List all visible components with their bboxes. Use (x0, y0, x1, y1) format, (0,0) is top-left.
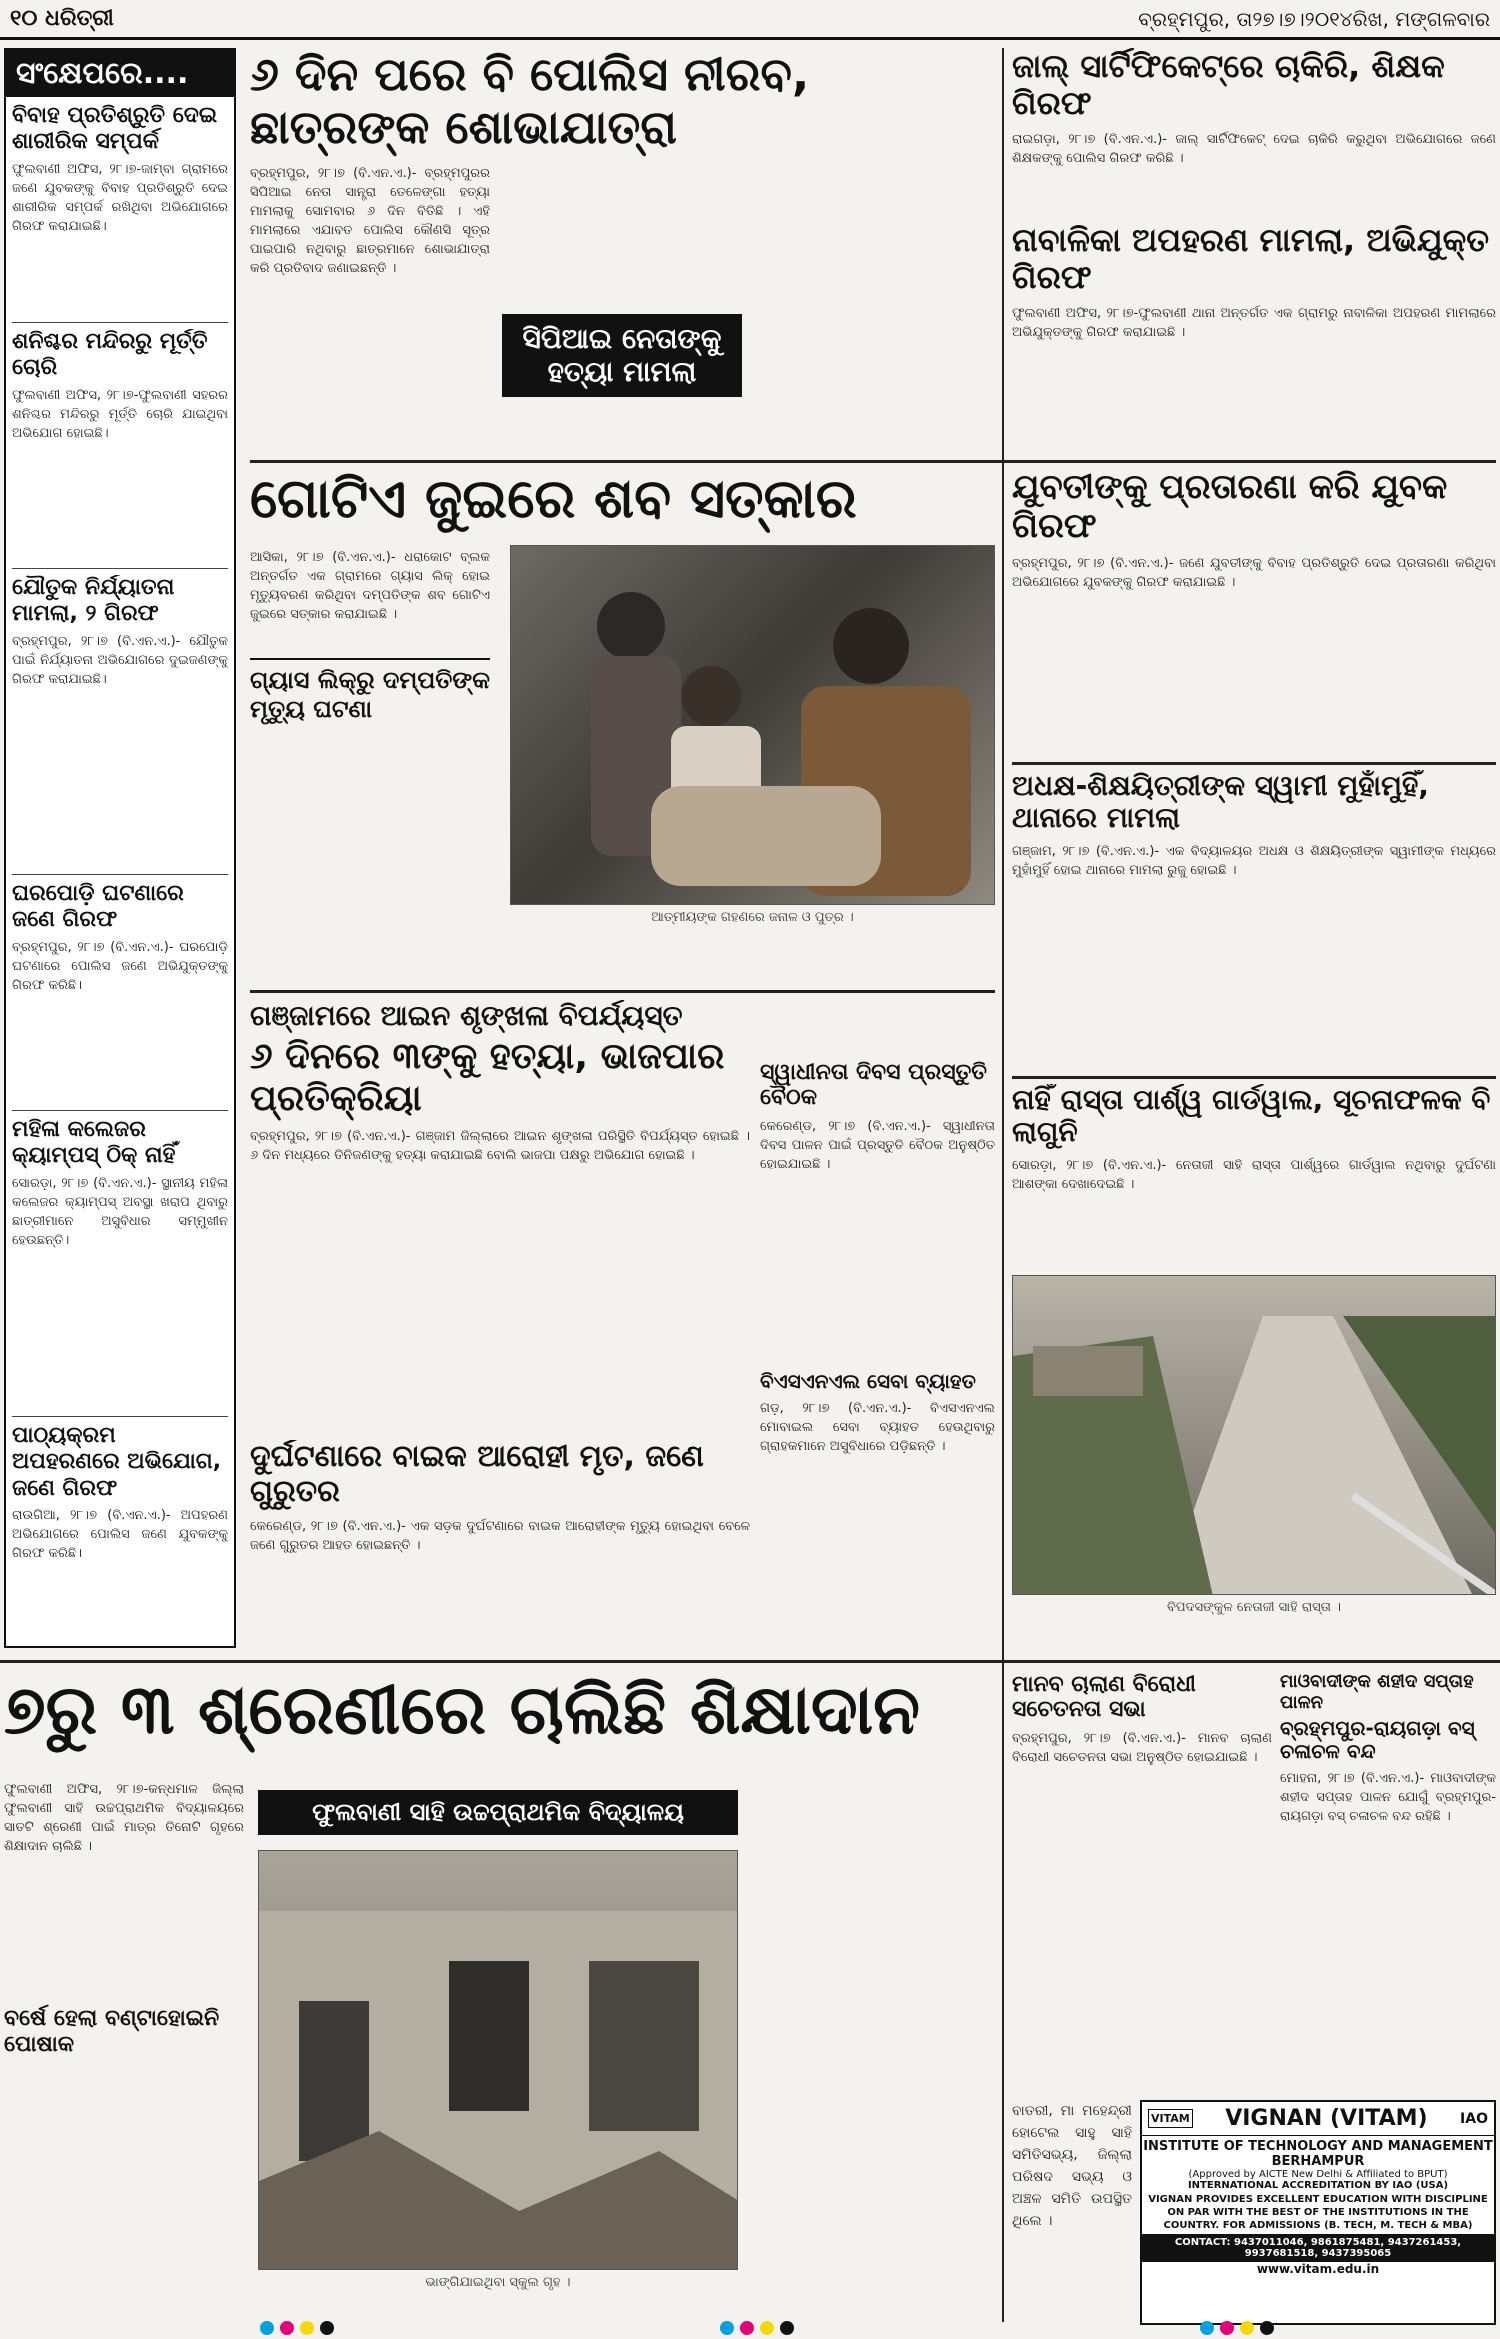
story-violence (250, 1000, 750, 1330)
story-cert-text: ରାଇଗଡ଼ା, ୨୮।୭ (ବି.ଏନ.ଏ.)- ଜାଲ୍ ସାର୍ଟିଫିକେଟ୍ ଦେଇ ଚାକିରି କରୁଥିବା ଅଭିଯୋଗରେ ଜଣେ ଶିକ୍ଷକଙ୍କୁ ପୋଲିସ ଗିରଫ କରିଛି । (1012, 131, 1496, 166)
cremation-photo-figures (511, 546, 995, 905)
registration-mark (320, 2321, 334, 2335)
story-school-body (4, 1780, 244, 2320)
story-school-text: ଫୁଲବାଣୀ ଅଫିସ, ୨୮।୭-କନ୍ଧମାଳ ଜିଲ୍ଲା ଫୁଲବାଣୀ ସାହି ଉଚ୍ଚପ୍ରାଥମିକ ବିଦ୍ୟାଳୟରେ ସାତଟି ଶ୍ରେଣୀ ପାଇଁ ମାତ୍ର ତିନୋଟି ଗୃହରେ ଶିକ୍ଷାଦାନ ଚାଲିଛି । (4, 1782, 244, 1854)
registration-mark (720, 2321, 734, 2335)
headline-cheat: ଯୁବତୀଙ୍କୁ ପ୍ରତାରଣା କରି ଯୁବକ ଗିରଫ (1012, 468, 1448, 547)
story-bsnl-text: ଗଡ଼, ୨୮।୭ (ବି.ଏନ.ଏ.)- ବିଏସଏନଏଲ ମୋବାଇଲ ସେବା ବ୍ୟାହତ ହେଉଥିବାରୁ ଗ୍ରାହକମାନେ ଅସୁବିଧାରେ ପଡ଼ିଛନ୍ତି । (760, 1401, 995, 1454)
sub-headline-uniform: ବର୍ଷେ ହେଲା ବଣ୍ଟାହୋଇନି ପୋଷାକ (4, 2006, 220, 2058)
story-maoist-text: ମୋହନା, ୨୮।୭ (ବି.ଏନ.ଏ.)- ମାଓବାଦୀଙ୍କ ଶହୀଦ ସପ୍ତାହ ପାଳନ ଯୋଗୁଁ ବ୍ରହ୍ମପୁର-ରାୟଗଡ଼ା ବସ୍ ଚଳାଚଳ ବନ୍ଦ ରହିଛି । (1280, 1771, 1496, 1825)
story-cremation-text: ଆସିକା, ୨୮।୭ (ବି.ଏନ.ଏ.)- ଧରାକୋଟ ବ୍ଲକ ଅନ୍ତର୍ଗତ ଏକ ଗ୍ରାମରେ ଗ୍ୟାସ ଲିକ୍ ହୋଇ ମୃତ୍ୟୁବରଣ କରିଥିବା ଦମ୍ପତିଙ୍କ ଶବ ଗୋଟିଏ ଜୁଇରେ ସତ୍କାର କରାଯାଇଛି । (250, 550, 490, 622)
headline-maoist: ବ୍ରହ୍ମପୁର-ରାୟଗଡ଼ା ବସ୍ ଚଳାଚଳ ବନ୍ଦ (1280, 1716, 1475, 1764)
school-photo-building (259, 1851, 738, 2270)
sidebar-item (12, 575, 228, 875)
sidebar-item (12, 329, 228, 569)
headline-school: ୭ରୁ ୩ ଶ୍ରେଣୀରେ ଚାଲିଛି ଶିକ୍ଷାଦାନ (4, 1672, 921, 1750)
registration-mark (260, 2321, 274, 2335)
ad-city: BERHAMPUR (1271, 2154, 1365, 2169)
story-trafficking (1012, 1672, 1272, 2172)
story-accident-text: କେରେଣ୍ଡ, ୨୮।୭ (ବି.ଏନ.ଏ.)- ଏକ ସଡ଼କ ଦୁର୍ଘଟଣାରେ ବାଇକ ଆରୋହୀଙ୍କ ମୃତ୍ୟୁ ହୋଇଥିବା ବେଳେ ଜଣେ ଗୁରୁତର ଆହତ ହୋଇଛନ୍ତି । (250, 1519, 750, 1553)
sidebar-item-headline: ବିବାହ ପ୍ରତିଶ୍ରୁତି ଦେଇ ଶାରୀରିକ ସମ୍ପର୍କ (12, 103, 218, 155)
story-independence (760, 1060, 995, 1360)
story-maoist (1280, 1672, 1496, 2172)
story-cremation-text-cont (510, 935, 995, 985)
ad-brand: VIGNAN (VITAM) (1225, 2106, 1428, 2131)
road-photo-scene (1013, 1276, 1496, 1595)
ad-approval: (Approved by AICTE New Delhi & Affiliated to BPUT) (1188, 2169, 1448, 2180)
sidebar-item-text: ସୋରଡ଼ା, ୨୮।୭ (ବି.ଏନ.ଏ.)- ସ୍ଥାନୀୟ ମହିଳା କଲେଜର କ୍ୟାମ୍ପସ୍ ଅବସ୍ଥା ଖରାପ ଥିବାରୁ ଛାତ୍ରୀମାନେ ଅସୁବିଧାର ସମ୍ମୁଖୀନ ହେଉଛନ୍ତି। (12, 1175, 228, 1248)
headline-accident: ଦୁର୍ଘଟଣାରେ ବାଇକ ଆରୋହୀ ମୃତ, ଜଣେ ଗୁରୁତର (250, 1440, 704, 1509)
story-violence-text: ବ୍ରହ୍ମପୁର, ୨୮।୭ (ବି.ଏନ.ଏ.)- ଗଞ୍ଜାମ ଜିଲ୍ଲାରେ ଆଇନ ଶୃଙ୍ଖଳା ପରିସ୍ଥିତି ବିପର୍ଯ୍ୟସ୍ତ ହୋଇଛି । ୬ ଦିନ ମଧ୍ୟରେ ତିନିଜଣଙ୍କୁ ହତ୍ୟା କରାଯାଇଛି ବୋଲି ଭାଜପା ପକ୍ଷରୁ ଅଭିଯୋଗ ହୋଇଛି । (250, 1128, 750, 1163)
sidebar-item-text: ରାଉଗିଆ, ୨୮।୭ (ବି.ଏନ.ଏ.)- ଅପହରଣ ଅଭିଯୋଗରେ ପୋଲିସ ଜଣେ ଯୁବକଙ୍କୁ ଗିରଫ କରିଛି। (12, 1508, 228, 1562)
headline-bsnl: ବିଏସଏନଏଲ ସେବା ବ୍ୟାହତ (760, 1370, 976, 1393)
road-photo (1012, 1275, 1496, 1595)
story-cert (1012, 48, 1496, 218)
iao-logo: IAO (1460, 2110, 1488, 2127)
story-principal-text: ଗଞ୍ଜାମ, ୨୮।୭ (ବି.ଏନ.ଏ.)- ଏକ ବିଦ୍ୟାଳୟର ଅଧକ୍ଷ ଓ ଶିକ୍ଷୟିତ୍ରୀଙ୍କ ସ୍ୱାମୀଙ୍କ ମଧ୍ୟରେ ମୁହାଁମୁହିଁ ହୋଇ ଥାନାରେ ମାମଲା ରୁଜୁ ହୋଇଛି । (1012, 844, 1496, 879)
headline-police: ୬ ଦିନ ପରେ ବି ପୋଲିସ ନୀରବ, ଛାତ୍ରଙ୍କ ଶୋଭାଯାତ୍ରା (250, 48, 810, 154)
ad-website[interactable]: www.vitam.edu.in (1256, 2262, 1380, 2276)
ad-institute: INSTITUTE OF TECHNOLOGY AND MANAGEMENT (1143, 2139, 1493, 2154)
cremation-photo (510, 545, 995, 905)
headline-cremation: ଗୋଟିଏ ଜୁଇରେ ଶବ ସତ୍କାର (250, 468, 857, 530)
headline-minor: ନାବାଳିକା ଅପହରଣ ମାମଲା, ଅଭିଯୁକ୍ତ ଗିରଫ (1012, 222, 1490, 296)
headline-principal: ଅଧକ୍ଷ-ଶିକ୍ଷୟିତ୍ରୀଙ୍କ ସ୍ୱାମୀ ମୁହାଁମୁହିଁ, ଥାନାରେ ମାମଲା (1012, 770, 1429, 835)
sidebar-title: ସଂକ୍ଷେପରେ.... (6, 50, 234, 97)
headline-maoist-top: ମାଓବାଦୀଙ୍କ ଶହୀଦ ସପ୍ତାହ ପାଳନ (1280, 1672, 1474, 1713)
road-photo-caption: ବିପଦସଙ୍କୁଳ ନେତାଜୀ ସାହି ରାସ୍ତା । (1167, 1600, 1341, 1615)
story-principal (1012, 770, 1496, 1070)
registration-mark (740, 2321, 754, 2335)
registration-mark (1240, 2321, 1254, 2335)
registration-mark (1220, 2321, 1234, 2335)
headline-cert: ଜାଲ୍ ସାର୍ଟିଫିକେଟ୍‌ରେ ଚାକିରି, ଶିକ୍ଷକ ଗିରଫ (1012, 48, 1445, 122)
story-road-text: ସୋରଡ଼ା, ୨୮।୭ (ବି.ଏନ.ଏ.)- ନେତାଜୀ ସାହି ରାସ୍ତା ପାର୍ଶ୍ୱରେ ଗାର୍ଡୱାଲ ନଥିବାରୁ ଦୁର୍ଘଟଣା ଆଶଙ୍କା ଦେଖାଦେଇଛି । (1012, 1158, 1496, 1193)
story-school (4, 1672, 994, 1772)
story-independence-text: କେରେଣ୍ଡ, ୨୮।୭ (ବି.ଏନ.ଏ.)- ସ୍ୱାଧୀନତା ଦିବସ ପାଳନ ପାଇଁ ପ୍ରସ୍ତୁତି ବୈଠକ ଅନୁଷ୍ଠିତ ହୋଇଯାଇଛି । (760, 1118, 995, 1172)
registration-mark (1200, 2321, 1214, 2335)
sidebar-item (12, 103, 228, 323)
sidebar-item-headline: ପାଠ୍ୟକ୍ରମ ଅପହରଣରେ ଅଭିଯୋଗ, ଜଣେ ଗିରଫ (12, 1423, 222, 1501)
cremation-photo-caption: ଆତ୍ମୀୟଙ୍କ ଗହଣରେ ଜନାଳ ଓ ପୁତ୍ର । (651, 910, 854, 925)
sidebar-item-headline: ମହିଳା କଲେଜର କ୍ୟାମ୍ପସ୍ ଠିକ୍ ନାହିଁ (12, 1117, 176, 1169)
ad-contact: CONTACT: 9437011046, 9861875481, 9437261453, 9937681518, 9437395065 (1142, 2234, 1494, 2262)
registration-mark (280, 2321, 294, 2335)
story-cheat (1012, 468, 1496, 758)
story-police-text-cont (754, 164, 994, 397)
story-police (250, 48, 995, 468)
sub-headline-school: ଫୁଲବାଣୀ ସାହି ଉଚ୍ଚପ୍ରାଥମିକ ବିଦ୍ୟାଳୟ (258, 1790, 738, 1835)
sidebar-item-text: ବ୍ରହ୍ମପୁର, ୨୮।୭ (ବି.ଏନ.ଏ.)- ଯୌତୁକ ପାଇଁ ନିର୍ଯ୍ୟାତନା ଅଭିଯୋଗରେ ଦୁଇଜଣଙ୍କୁ ଗିରଫ କରାଯାଇଛି। (12, 633, 228, 687)
obituary-text: ବାତରୀ, ମା ମହେନ୍ଦ୍ରୀ ହୋଟେଲ ସାହୁ ସାହି ସମିତିସଭ୍ୟ, ଜିଲ୍ଲା ପରିଷଦ ସଭ୍ୟ ଓ ଅଞ୍ଚଳ ସମିତି ଉପସ୍ଥିତ ଥିଲେ । (1012, 2103, 1132, 2229)
story-police-text: ବ୍ରହ୍ମପୁର, ୨୮।୭ (ବି.ଏନ.ଏ.)- ବ୍ରହ୍ମପୁରର ସିପିଆଇ ନେତା ସାନ୍ତ୍ରା ତେଳେଙ୍ଗା ହତ୍ୟା ମାମଲାକୁ ସୋମବାର ୬ ଦିନ ବିତିଛି । ଏହି ମାମଲାରେ ଏଯାବତ ପୋଲିସ କୌଣସି ସୂତ୍ର ପାଇପାରି ନଥିବାରୁ ଛାତ୍ରମାନେ ଶୋଭାଯାତ୍ରା କରି ପ୍ରତିବାଦ ଜଣାଇଛନ୍ତି । (250, 165, 490, 276)
school-photo (258, 1850, 738, 2270)
dateline: ବ୍ରହ୍ମପୁର, ତା୨୭।୭।୨୦୧୪ରିଖ, ମଙ୍ଗଳବାର (1138, 6, 1490, 31)
sub-headline-cpi: ସିପିଆଇ ନେତାଙ୍କୁ ହତ୍ୟା ମାମଲା (502, 314, 742, 397)
sidebar-item (12, 1117, 228, 1417)
school-photo-caption: ଭାଙ୍ଗିଯାଇଥିବା ସ୍କୁଲ ଗୃହ । (425, 2275, 571, 2290)
registration-mark (300, 2321, 314, 2335)
ad-accreditation: INTERNATIONAL ACCREDITATION BY IAO (USA) (1187, 2180, 1449, 2191)
story-accident (250, 1440, 750, 1650)
registration-mark (760, 2321, 774, 2335)
ad-tagline: VIGNAN PROVIDES EXCELLENT EDUCATION WITH DISCIPLINE ON PAR WITH THE BEST OF THE INSTITUTIONS IN THE COUNTRY. FOR ADMISSIONS (B. TECH, M. TECH & MBA) (1148, 2194, 1488, 2231)
story-minor (1012, 222, 1496, 452)
sidebar (4, 48, 236, 1648)
registration-mark (780, 2321, 794, 2335)
story-road (1012, 1084, 1496, 1274)
headline-road: ନାହିଁ ରାସ୍ତା ପାର୍ଶ୍ୱ ଗାର୍ଡୱାଲ, ସୂଚନାଫଳକ ବି ଲାଗୁନି (1012, 1084, 1491, 1149)
sidebar-item-headline: ଘରପୋଡ଼ି ଘଟଣାରେ ଜଣେ ଗିରଫ (12, 881, 184, 933)
story-minor-text: ଫୁଲବାଣୀ ଅଫିସ, ୨୮।୭-ଫୁଲବାଣୀ ଥାନା ଅନ୍ତର୍ଗତ ଏକ ଗ୍ରାମରୁ ନାବାଳିକା ଅପହରଣ ମାମଲାରେ ଅଭିଯୁକ୍ତଙ୍କୁ ଗିରଫ କରାଯାଇଛି । (1012, 305, 1496, 340)
sub-headline-gas: ଗ୍ୟାସ ଲିକ୍‌ରୁ ଦମ୍ପତିଙ୍କ ମୃତ୍ୟୁ ଘଟଣା (250, 658, 490, 724)
headline-violence: ୬ ଦିନରେ ୩ଙ୍କୁ ହତ୍ୟା, ଭାଜପାର ପ୍ରତିକ୍ରିୟା (250, 1036, 725, 1119)
story-trafficking-text: ବ୍ରହ୍ମପୁର, ୨୮।୭ (ବି.ଏନ.ଏ.)- ମାନବ ଚାଲାଣ ବିରୋଧୀ ସଚେତନତା ସଭା ଅନୁଷ୍ଠିତ ହୋଇଯାଇଛି । (1012, 1730, 1272, 1765)
page-header (0, 0, 1500, 40)
sidebar-item (12, 881, 228, 1111)
sidebar-item (12, 1423, 228, 1648)
sidebar-item-text: ଫୁଲବାଣୀ ଅଫିସ, ୨୮।୭-ଜାମ୍ବା ଗ୍ରାମରେ ଜଣେ ଯୁବକଙ୍କୁ ବିବାହ ପ୍ରତିଶ୍ରୁତି ଦେଇ ଶାରୀରିକ ସମ୍ପର୍କ ରଖିଥିବା ଅଭିଯୋଗରେ ଗିରଫ କରାଯାଇଛି। (12, 161, 228, 234)
sidebar-item-text: ଫୁଲବାଣୀ ଅଫିସ, ୨୮।୭-ଫୁଲବାଣୀ ସହରର ଶନିଶ୍ଚର ମନ୍ଦିରରୁ ମୂର୍ତ୍ତି ଚୋରି ଯାଇଥିବା ଅଭିଯୋଗ ହୋଇଛି। (12, 387, 228, 441)
story-school-text-cont (750, 1790, 990, 2310)
sidebar-item-text: ବ୍ରହ୍ମପୁର, ୨୮।୭ (ବି.ଏନ.ଏ.)- ଘରପୋଡ଼ି ଘଟଣାରେ ପୋଲିସ ଜଣେ ଅଭିଯୁକ୍ତଙ୍କୁ ଗିରଫ କରିଛି। (12, 939, 228, 993)
story-bsnl (760, 1370, 995, 1630)
story-cheat-text: ବ୍ରହ୍ମପୁର, ୨୮।୭ (ବି.ଏନ.ଏ.)- ଜଣେ ଯୁବତୀଙ୍କୁ ବିବାହ ପ୍ରତିଶ୍ରୁତି ଦେଇ ପ୍ରତାରଣା କରିଥିବା ଅଭିଯୋଗରେ ଯୁବକଙ୍କୁ ଗିରଫ କରାଯାଇଛି । (1012, 556, 1496, 591)
vitam-logo: VITAM (1148, 2109, 1193, 2128)
obituary (1012, 2100, 1132, 2320)
headline-violence-top: ଗଞ୍ଜାମରେ ଆଇନ ଶୃଙ୍ଖଳା ବିପର୍ଯ୍ୟସ୍ତ (250, 1000, 683, 1032)
headline-trafficking: ମାନବ ଚାଲାଣ ବିରୋଧୀ ସଚେତନତା ସଭା (1012, 1672, 1196, 1723)
sidebar-item-headline: ଯୌତୁକ ନିର୍ଯ୍ୟାତନା ମାମଲା, ୨ ଗିରଫ (12, 575, 175, 627)
sidebar-item-headline: ଶନିଶ୍ଚର ମନ୍ଦିରରୁ ମୂର୍ତ୍ତି ଚୋରି (12, 329, 208, 381)
page-label: ୧୦ ଧରିତ୍ରୀ (10, 6, 114, 31)
registration-mark (1260, 2321, 1274, 2335)
headline-independence: ସ୍ୱାଧୀନତା ଦିବସ ପ୍ରସ୍ତୁତି ବୈଠକ (760, 1060, 987, 1111)
vignan-advertisement[interactable] (1140, 2100, 1496, 2325)
